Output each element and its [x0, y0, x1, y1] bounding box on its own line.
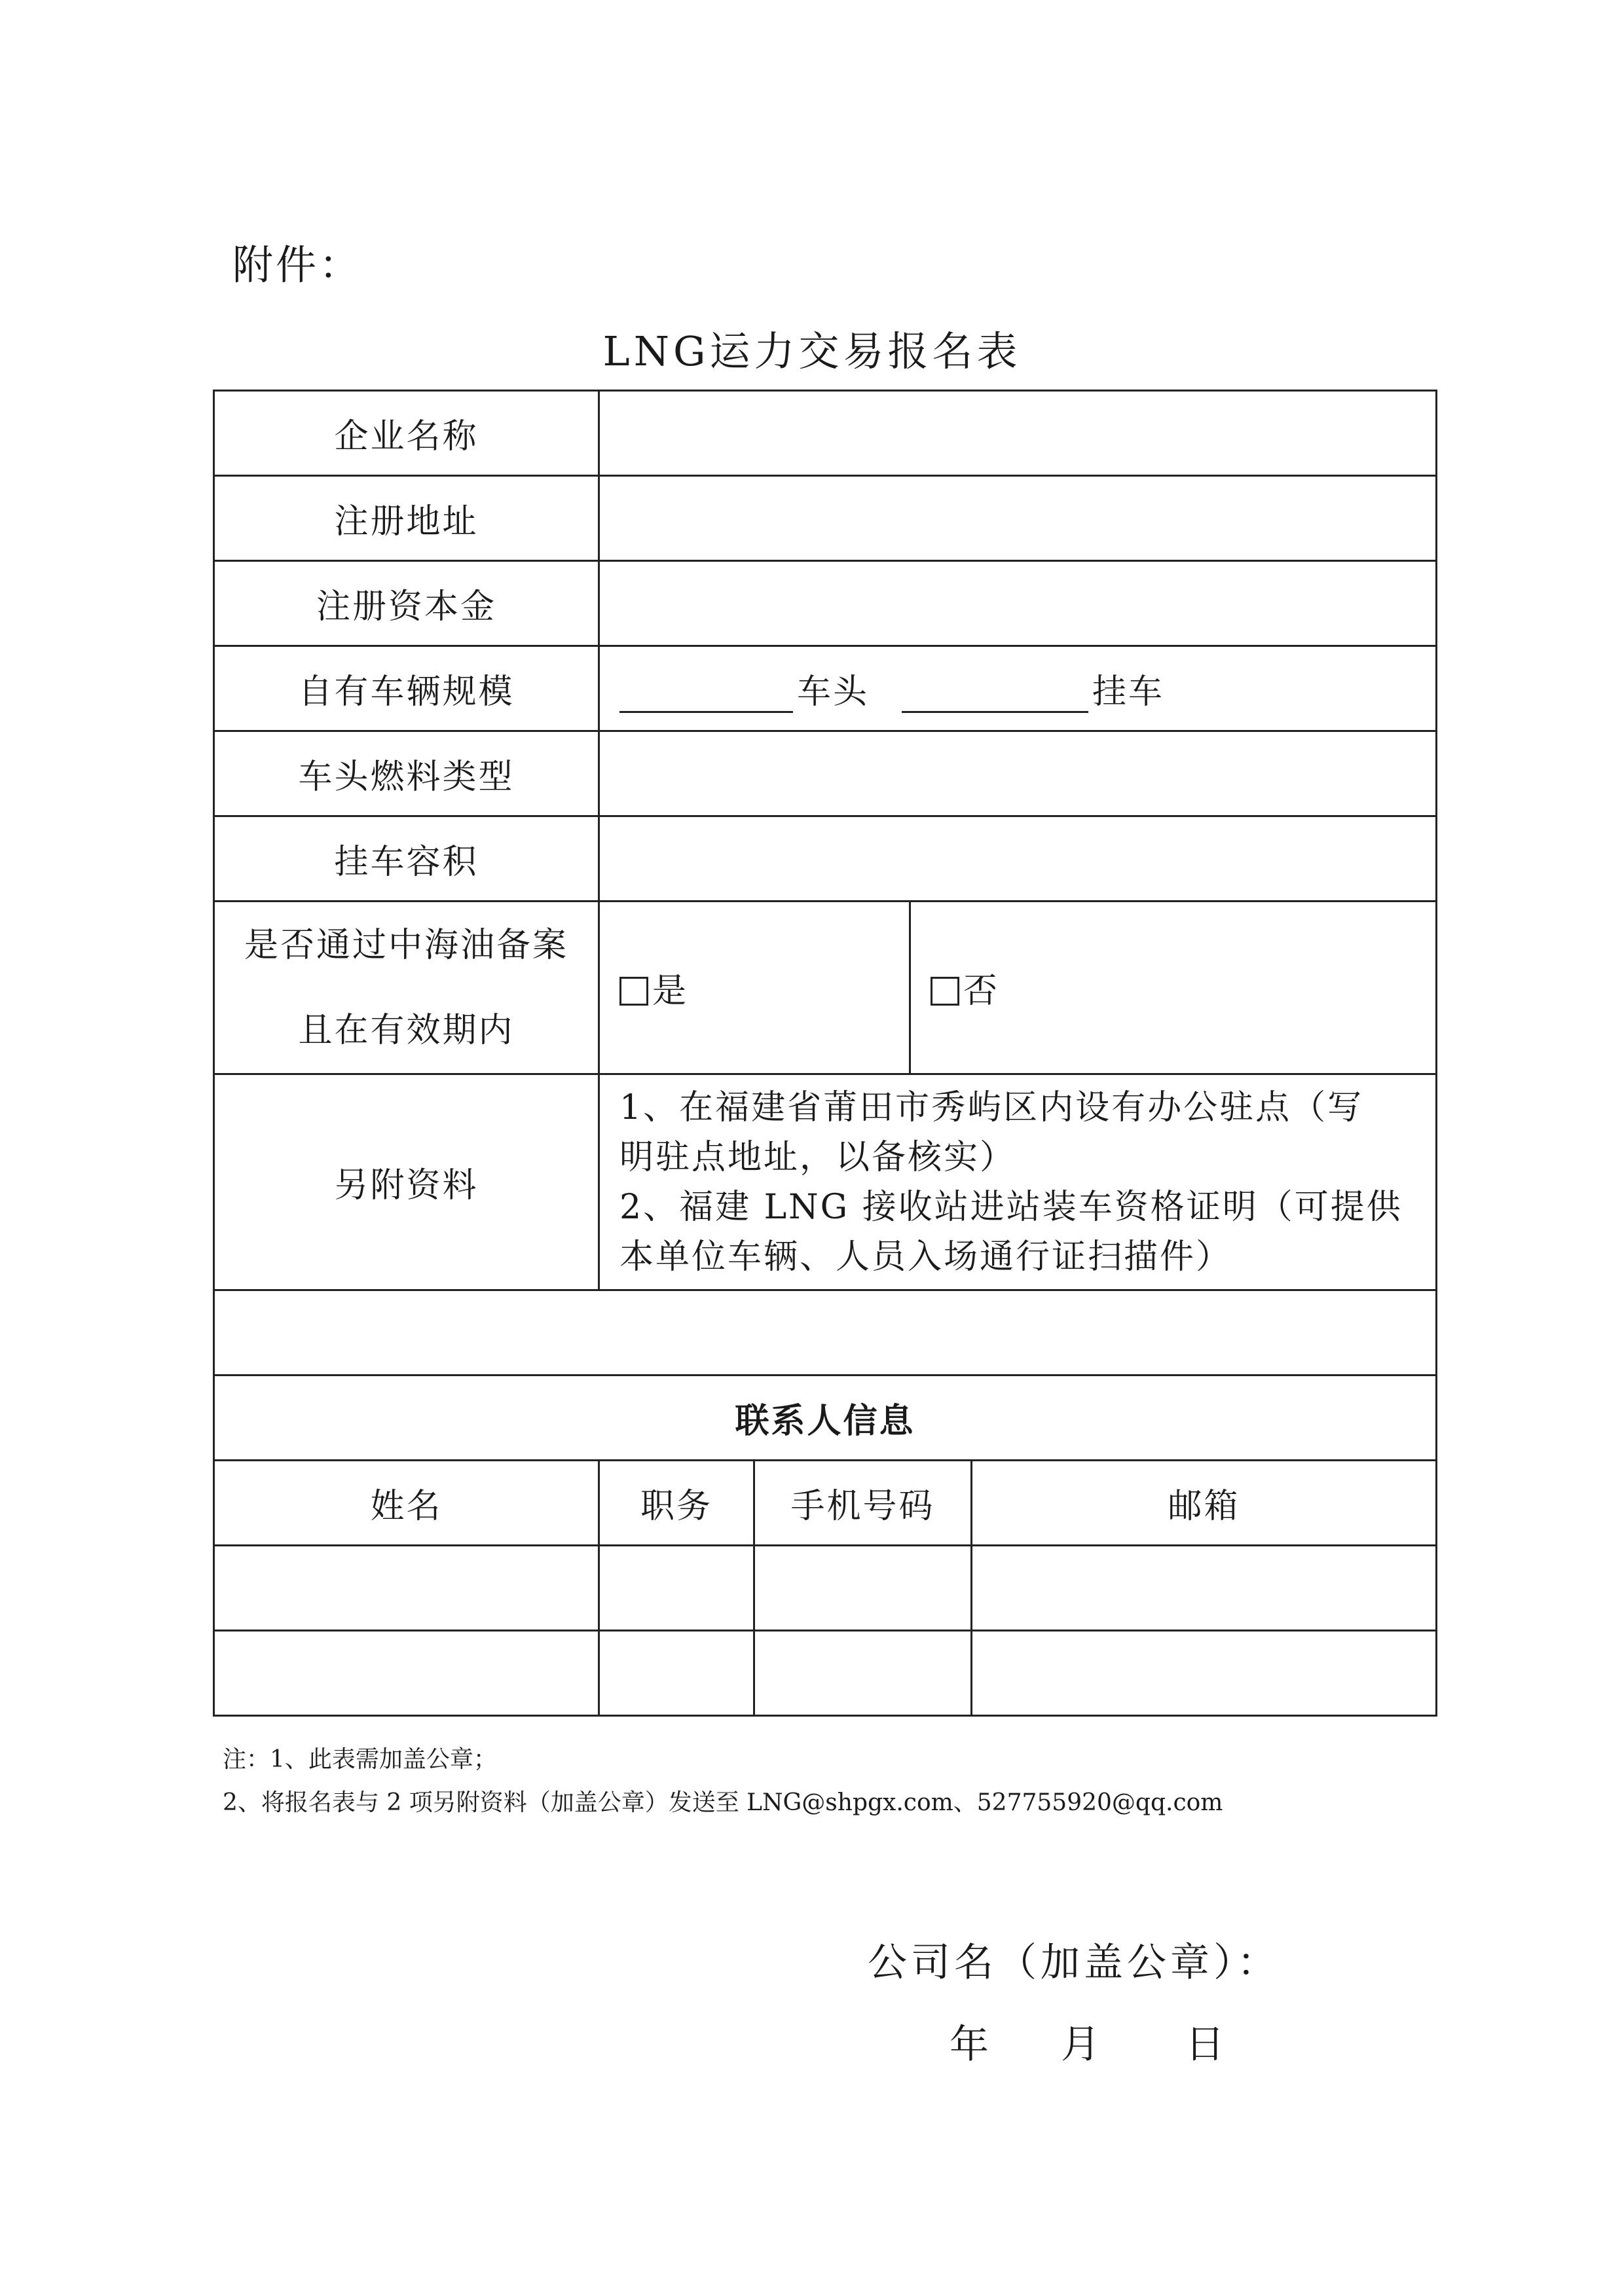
- trailer-volume-field[interactable]: [599, 816, 1437, 902]
- company-signature-label: 公司名（加盖公章）：: [868, 1940, 1280, 1986]
- form-title: LNG运力交易报名表: [602, 327, 1022, 375]
- additional-materials-text: [599, 1074, 1437, 1290]
- contact-position-field[interactable]: [599, 1631, 754, 1716]
- contact-header-name: 姓名: [214, 1461, 599, 1546]
- note-line-2: 2、将报名表与 2 项另附资料（加盖公章）发送至 LNG@shpgx.com、527755920@qq.com: [223, 1789, 1223, 1816]
- additional-materials-item-2a: 2、福建 LNG 接收站进站装车资格证明（可提供: [619, 1187, 1403, 1227]
- row-cnooc-record: [214, 902, 1437, 1074]
- cnooc-record-label: [214, 902, 599, 1074]
- trailer-unit-label: 挂车: [1092, 672, 1165, 712]
- row-own-vehicle-scale: [214, 646, 1437, 731]
- signature-date: [950, 2013, 1225, 2069]
- cnooc-record-label-line2: 且在有效期内: [298, 1010, 515, 1050]
- date-day-label: 日: [1185, 2022, 1225, 2068]
- trailer-volume-label: 挂车容积: [214, 816, 599, 902]
- row-blank: [214, 1290, 1437, 1376]
- row-company-name: [214, 391, 1437, 476]
- contact-header-email: 邮箱: [972, 1461, 1437, 1546]
- company-name-field[interactable]: [599, 391, 1437, 476]
- date-month-label: 月: [1061, 2022, 1100, 2068]
- form-notes: [223, 1738, 1223, 1825]
- additional-materials-item-2b: 本单位车辆、人员入场通行证扫描件）: [619, 1237, 1232, 1277]
- option-no-cell[interactable]: [910, 902, 1437, 1074]
- tractor-fuel-type-field[interactable]: [599, 731, 1437, 816]
- registration-form-table: [213, 390, 1437, 1717]
- row-trailer-volume: [214, 816, 1437, 902]
- attachment-label: 附件：: [232, 241, 363, 289]
- contact-header-phone: 手机号码: [754, 1461, 972, 1546]
- contact-info-title: 联系人信息: [214, 1376, 1437, 1461]
- contact-position-field[interactable]: [599, 1546, 754, 1631]
- blank-row-cell[interactable]: [214, 1290, 1437, 1376]
- option-yes-label: 是: [652, 972, 689, 1011]
- registered-address-label: 注册地址: [214, 476, 599, 561]
- no-checkbox[interactable]: [931, 977, 959, 1006]
- registered-capital-field[interactable]: [599, 561, 1437, 646]
- row-registered-capital: [214, 561, 1437, 646]
- yes-checkbox[interactable]: [619, 977, 648, 1006]
- contact-row: [214, 1631, 1437, 1716]
- contact-email-field[interactable]: [972, 1631, 1437, 1716]
- own-vehicle-scale-label: 自有车辆规模: [214, 646, 599, 731]
- tractor-fuel-type-label: 车头燃料类型: [214, 731, 599, 816]
- company-name-label: 企业名称: [214, 391, 599, 476]
- row-tractor-fuel-type: [214, 731, 1437, 816]
- contact-email-field[interactable]: [972, 1546, 1437, 1631]
- row-contact-header: [214, 1461, 1437, 1546]
- registered-capital-label: 注册资本金: [214, 561, 599, 646]
- additional-materials-item-1a: 1、在福建省莆田市秀屿区内设有办公驻点（写: [619, 1087, 1364, 1127]
- tractor-unit-label: 车头: [797, 672, 870, 712]
- option-yes-cell[interactable]: [599, 902, 910, 1074]
- cnooc-record-label-line1: 是否通过中海油备案: [244, 925, 568, 965]
- row-registered-address: [214, 476, 1437, 561]
- tractor-count-blank[interactable]: [619, 680, 793, 713]
- row-additional-materials: [214, 1074, 1437, 1290]
- own-vehicle-scale-field: [599, 646, 1437, 731]
- contact-header-position: 职务: [599, 1461, 754, 1546]
- row-contact-title: [214, 1376, 1437, 1461]
- additional-materials-item-1b: 明驻点地址，以备核实）: [619, 1137, 1016, 1177]
- note-line-1: 注：1、此表需加盖公章；: [223, 1746, 497, 1773]
- contact-name-field[interactable]: [214, 1546, 599, 1631]
- contact-row: [214, 1546, 1437, 1631]
- trailer-count-blank[interactable]: [902, 680, 1088, 713]
- option-no-label: 否: [963, 972, 1000, 1011]
- contact-name-field[interactable]: [214, 1631, 599, 1716]
- registered-address-field[interactable]: [599, 476, 1437, 561]
- additional-materials-label: 另附资料: [214, 1074, 599, 1290]
- contact-phone-field[interactable]: [754, 1546, 972, 1631]
- contact-phone-field[interactable]: [754, 1631, 972, 1716]
- date-year-label: 年: [950, 2022, 989, 2068]
